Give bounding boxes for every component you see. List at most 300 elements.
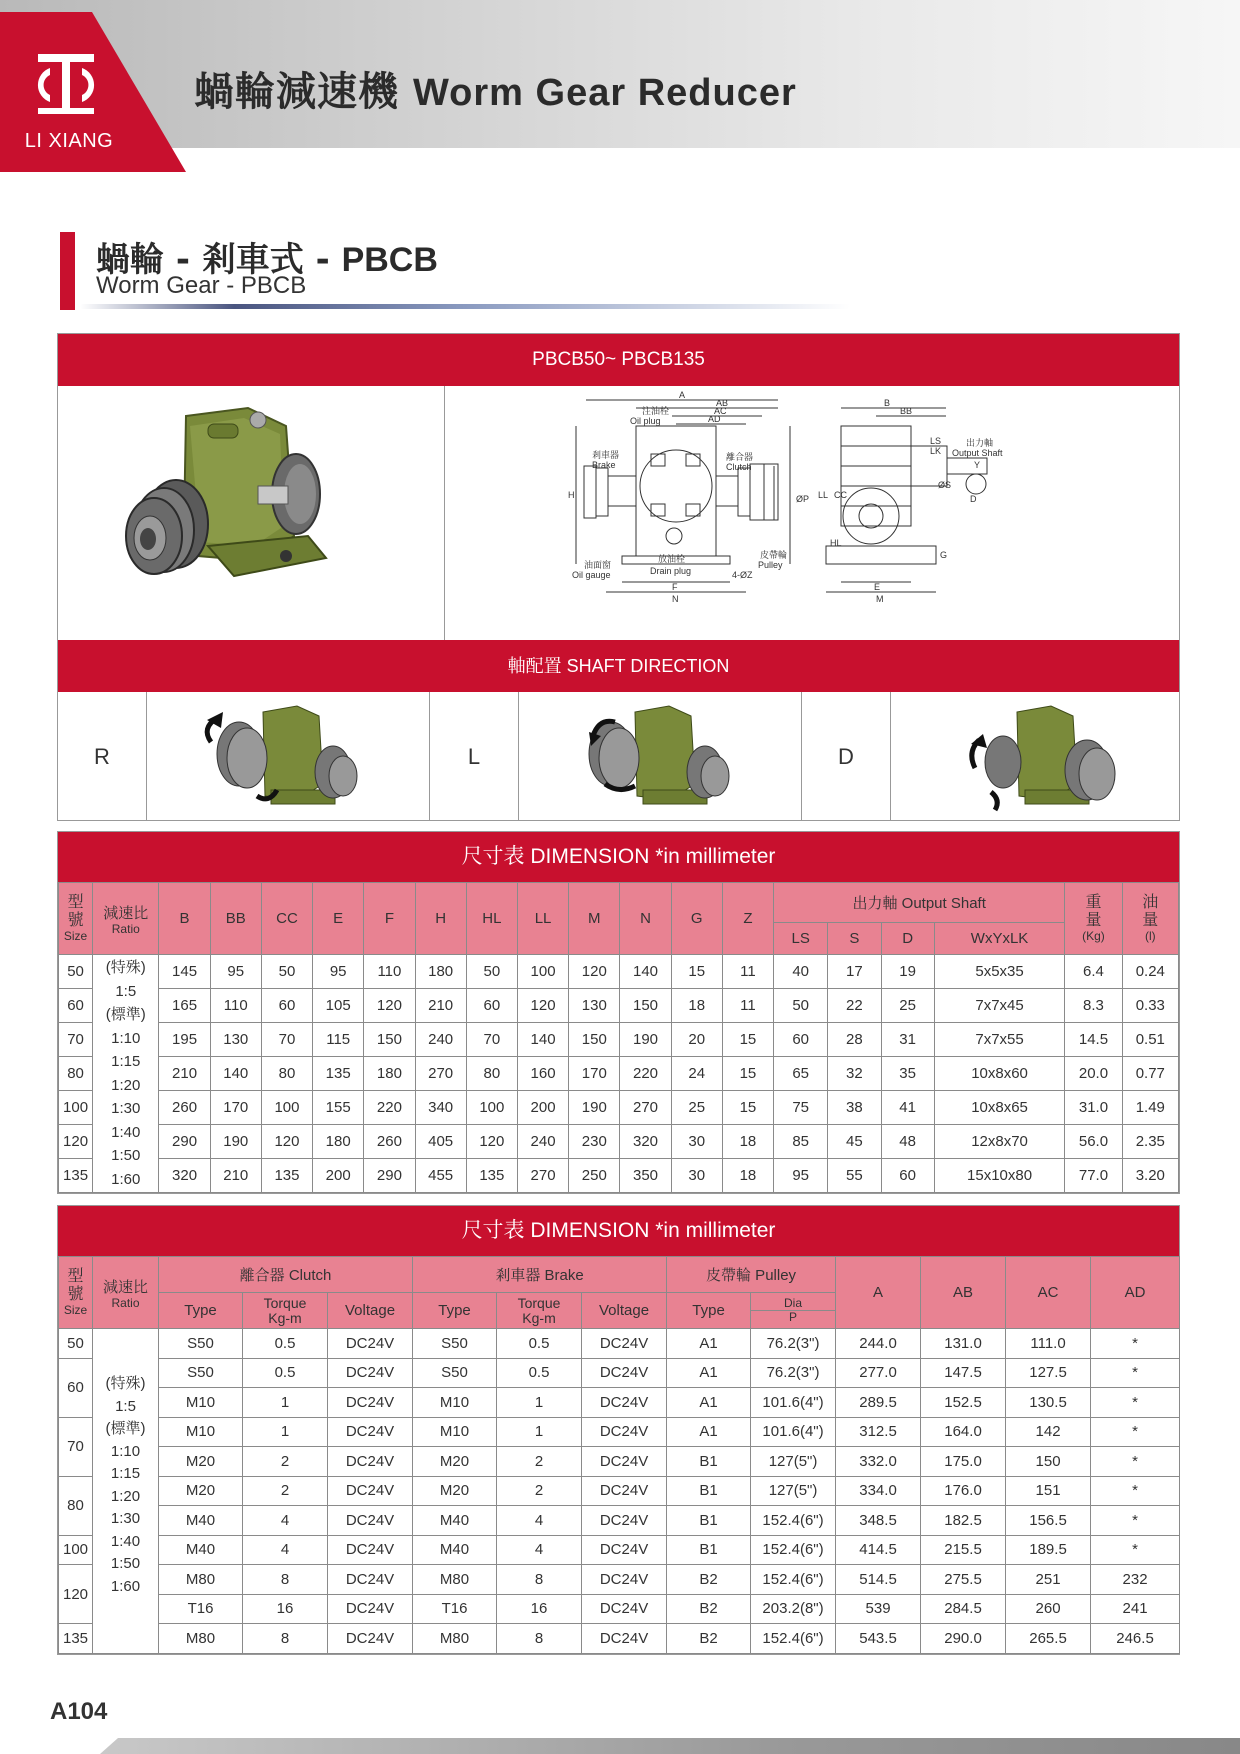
ratio-line: 1:15	[110, 1465, 141, 1482]
section-underline	[80, 304, 850, 309]
table-cell: DC24V	[328, 1565, 413, 1595]
ratio-line: (標準)	[105, 1420, 146, 1437]
table-cell: DC24V	[328, 1476, 413, 1506]
title-en: Worm Gear Reducer	[413, 72, 797, 114]
table-cell: DC24V	[328, 1447, 413, 1477]
pulley-label: Pulley	[758, 560, 783, 570]
table-cell: 2	[243, 1476, 328, 1506]
shaft-dir-L: L	[430, 692, 519, 821]
size-cell: 80	[59, 1476, 93, 1535]
table-cell: 155	[313, 1091, 364, 1125]
dim-HL: HL	[830, 538, 842, 548]
table-cell: 135	[261, 1159, 312, 1193]
t1-weight-header	[1065, 883, 1122, 955]
table-cell: 15x10x80	[934, 1159, 1065, 1193]
table-row	[59, 955, 1179, 989]
table-cell: 11	[722, 989, 773, 1023]
table-cell: 85	[774, 1125, 828, 1159]
t2-clutch-voltage: Voltage	[328, 1293, 413, 1329]
size-cell: 60	[59, 1358, 93, 1417]
table-row	[59, 1023, 1179, 1057]
table-cell: 152.4(6")	[751, 1624, 836, 1654]
t1-oil-zh-2: 量	[1142, 912, 1159, 929]
table-cell: 455	[415, 1159, 466, 1193]
table-cell: 17	[828, 955, 881, 989]
table-cell: 8	[497, 1624, 582, 1654]
table-cell: 8	[243, 1624, 328, 1654]
table-cell: 130	[210, 1023, 261, 1057]
t1-col-S: S	[828, 923, 881, 955]
table-cell: DC24V	[582, 1535, 667, 1565]
dim-AD: AD	[708, 414, 721, 424]
table-cell: 190	[210, 1125, 261, 1159]
table-cell: 277.0	[836, 1358, 921, 1388]
table-row	[59, 1506, 1180, 1536]
table-cell: 4	[243, 1535, 328, 1565]
size-cell: 50	[59, 1329, 93, 1359]
table-cell: 1	[243, 1417, 328, 1447]
size-cell: 100	[59, 1535, 93, 1565]
dim-LL: LL	[818, 490, 829, 500]
table-cell: 2	[497, 1476, 582, 1506]
table-cell: 265.5	[1006, 1624, 1091, 1654]
table-cell: 20.0	[1065, 1057, 1122, 1091]
t1-output-shaft-header: 出力軸 Output Shaft	[774, 883, 1065, 923]
table-cell: 11	[722, 955, 773, 989]
table-cell: 100	[261, 1091, 312, 1125]
table-cell: 100	[466, 1091, 517, 1125]
size-cell: 135	[59, 1159, 93, 1193]
t2-col-AC: AC	[1006, 1257, 1091, 1329]
dim-B: B	[884, 398, 891, 408]
table-cell: 48	[881, 1125, 934, 1159]
size-cell: 50	[59, 955, 93, 989]
dimension-table-1	[57, 831, 1180, 1194]
size-cell: 100	[59, 1091, 93, 1125]
table-cell: 220	[364, 1091, 415, 1125]
dim-H: H	[568, 490, 575, 500]
table-cell: 8	[243, 1565, 328, 1595]
table-cell: DC24V	[582, 1447, 667, 1477]
table-cell: 334.0	[836, 1476, 921, 1506]
t1-col-WxYxLK: WxYxLK	[934, 923, 1065, 955]
table-cell: *	[1091, 1358, 1180, 1388]
t1-col-Z: Z	[722, 883, 773, 955]
table-cell: DC24V	[582, 1624, 667, 1654]
table-cell: 289.5	[836, 1388, 921, 1418]
table-cell: 32	[828, 1057, 881, 1091]
table-cell: 275.5	[921, 1565, 1006, 1595]
t2-pulley-type: Type	[667, 1293, 751, 1329]
table-cell: 0.77	[1122, 1057, 1178, 1091]
table-cell: 0.5	[243, 1358, 328, 1388]
table-cell: 7x7x55	[934, 1023, 1065, 1057]
shaft-dir-D-image	[891, 692, 1179, 821]
t1-col-LL: LL	[517, 883, 568, 955]
table-cell: 25	[671, 1091, 722, 1125]
table-cell: 180	[313, 1125, 364, 1159]
ratio-line: 1:20	[111, 1076, 141, 1094]
table-cell: 80	[261, 1057, 312, 1091]
size-cell: 60	[59, 989, 93, 1023]
table-cell: *	[1091, 1388, 1180, 1418]
table-cell: 164.0	[921, 1417, 1006, 1447]
table-cell: 95	[210, 955, 261, 989]
reducer-photo	[58, 386, 445, 640]
pulley-zh: 皮帶輪	[760, 550, 788, 560]
table-cell: 251	[1006, 1565, 1091, 1595]
table-cell: 3.20	[1122, 1159, 1178, 1193]
table-cell: DC24V	[328, 1594, 413, 1624]
table-cell: S50	[159, 1329, 243, 1359]
table-cell: 135	[466, 1159, 517, 1193]
table-cell: 414.5	[836, 1535, 921, 1565]
table-cell: 28	[828, 1023, 881, 1057]
table-cell: 200	[517, 1091, 568, 1125]
page-number: A104	[50, 1698, 108, 1725]
t2-col-A: A	[836, 1257, 921, 1329]
ratio-line: 1:10	[111, 1029, 141, 1047]
drain-plug-zh: 放油栓	[658, 554, 686, 564]
brake-label: Brake	[592, 460, 616, 470]
size-cell: 120	[59, 1565, 93, 1624]
table-cell: DC24V	[582, 1565, 667, 1595]
table-row	[59, 1417, 1180, 1447]
table-cell: 241	[1091, 1594, 1180, 1624]
table-cell: 240	[415, 1023, 466, 1057]
table-cell: 101.6(4")	[751, 1417, 836, 1447]
t2-brake-voltage: Voltage	[582, 1293, 667, 1329]
table-cell: 284.5	[921, 1594, 1006, 1624]
table-cell: M80	[413, 1565, 497, 1595]
t2-clutch-type: Type	[159, 1293, 243, 1329]
table-cell: 130.5	[1006, 1388, 1091, 1418]
table-cell: 40	[774, 955, 828, 989]
table-cell: 514.5	[836, 1565, 921, 1595]
t1-col-H: H	[415, 883, 466, 955]
dim-F: F	[672, 582, 678, 592]
table-cell: 127.5	[1006, 1358, 1091, 1388]
shaft-dir-R: R	[58, 692, 147, 821]
table-cell: 543.5	[836, 1624, 921, 1654]
table-cell: 2	[497, 1447, 582, 1477]
dim-M: M	[876, 594, 884, 604]
shaft-direction-header: 軸配置 SHAFT DIRECTION	[58, 640, 1179, 692]
table-cell: 270	[620, 1091, 671, 1125]
table-cell: A1	[667, 1358, 751, 1388]
table-cell: 60	[261, 989, 312, 1023]
table-cell: 120	[466, 1125, 517, 1159]
clutch-zh: 離合器	[726, 452, 754, 462]
output-shaft-label: Output Shaft	[952, 448, 1003, 458]
oil-gauge-label: Oil gauge	[572, 570, 611, 580]
table-cell: 190	[620, 1023, 671, 1057]
table-cell: DC24V	[582, 1329, 667, 1359]
table-cell: M10	[159, 1417, 243, 1447]
t1-col-CC: CC	[261, 883, 312, 955]
table-cell: 120	[569, 955, 620, 989]
table-cell: 0.24	[1122, 955, 1178, 989]
t1-oil-header	[1122, 883, 1178, 955]
table-cell: 120	[261, 1125, 312, 1159]
table-cell: 246.5	[1091, 1624, 1180, 1654]
table-cell: 15	[671, 955, 722, 989]
table-cell: 0.33	[1122, 989, 1178, 1023]
dim-Z: 4-ØZ	[732, 570, 753, 580]
table-cell: 60	[466, 989, 517, 1023]
ratio-line: 1:40	[111, 1123, 141, 1141]
table-cell: 101.6(4")	[751, 1388, 836, 1418]
table-cell: 31	[881, 1023, 934, 1057]
t2-brake-torque-2: Kg-m	[522, 1309, 556, 1326]
table-cell: 24	[671, 1057, 722, 1091]
table-cell: 142	[1006, 1417, 1091, 1447]
ratio-line: 1:5	[115, 1397, 136, 1415]
table2-title: 尺寸表 DIMENSION *in millimeter	[58, 1206, 1179, 1256]
table-cell: 190	[569, 1091, 620, 1125]
t1-size-en: Size	[63, 929, 88, 943]
ratio-line: 1:5	[115, 982, 137, 1000]
table-cell: 15	[722, 1023, 773, 1057]
table-cell: 50	[261, 955, 312, 989]
t1-col-B: B	[159, 883, 210, 955]
table-cell: 12x8x70	[934, 1125, 1065, 1159]
brake-zh: 剎車器	[592, 450, 620, 460]
table-cell: 56.0	[1065, 1125, 1122, 1159]
table-cell: 290	[364, 1159, 415, 1193]
shaft-dir-R-image	[147, 692, 430, 821]
t1-ratio-en: Ratio	[111, 921, 140, 936]
t2-pulley-header: 皮帶輪 Pulley	[667, 1257, 836, 1293]
table-cell: 38	[828, 1091, 881, 1125]
table-cell: DC24V	[328, 1535, 413, 1565]
t1-size-zh-2: 號	[67, 912, 84, 929]
table-cell: 348.5	[836, 1506, 921, 1536]
table-cell: 200	[313, 1159, 364, 1193]
t1-ratio-zh: 減速比	[103, 904, 149, 922]
table-cell: 10x8x60	[934, 1057, 1065, 1091]
dim-AC: AC	[714, 406, 727, 416]
size-cell: 70	[59, 1417, 93, 1476]
table-cell: M80	[413, 1624, 497, 1654]
ratio-line: 1:20	[110, 1487, 141, 1505]
dim-dP: ØP	[796, 494, 810, 504]
oil-plug-zh: 注油栓	[642, 406, 670, 416]
table-cell: DC24V	[328, 1329, 413, 1359]
table-cell: 203.2(8")	[751, 1594, 836, 1624]
t1-ratio-header	[93, 883, 159, 955]
ratio-line: (特殊)	[105, 1375, 146, 1392]
table-cell: DC24V	[582, 1417, 667, 1447]
t2-pulley-dia	[751, 1293, 836, 1329]
dim-G: G	[940, 550, 948, 560]
t1-col-LS: LS	[774, 923, 828, 955]
table-cell: 290	[159, 1125, 210, 1159]
dim-Y: Y	[974, 460, 981, 470]
table-cell: 182.5	[921, 1506, 1006, 1536]
table-cell: 320	[620, 1125, 671, 1159]
table-cell: *	[1091, 1506, 1180, 1536]
table-cell: 1.49	[1122, 1091, 1178, 1125]
table-row	[59, 1535, 1180, 1565]
table-cell: 147.5	[921, 1358, 1006, 1388]
dim-BB: BB	[900, 406, 913, 416]
table-cell: *	[1091, 1447, 1180, 1477]
table-cell: DC24V	[328, 1624, 413, 1654]
table1-title: 尺寸表 DIMENSION *in millimeter	[58, 832, 1179, 882]
table-cell: 140	[620, 955, 671, 989]
table-cell: 127(5")	[751, 1476, 836, 1506]
title-zh: 蝸輪減速機	[194, 69, 399, 115]
table-cell: 18	[671, 989, 722, 1023]
table-cell: B1	[667, 1535, 751, 1565]
table-cell: 180	[415, 955, 466, 989]
table-cell: 110	[210, 989, 261, 1023]
table-cell: 150	[620, 989, 671, 1023]
table-cell: 7x7x45	[934, 989, 1065, 1023]
table-cell: *	[1091, 1476, 1180, 1506]
table-cell: 70	[466, 1023, 517, 1057]
table-cell: 0.5	[497, 1329, 582, 1359]
table-cell: S50	[413, 1329, 497, 1359]
table-cell: 230	[569, 1125, 620, 1159]
table-cell: 150	[1006, 1447, 1091, 1477]
table-cell: DC24V	[582, 1476, 667, 1506]
table-cell: 41	[881, 1091, 934, 1125]
shaft-dir-D: D	[802, 692, 891, 821]
table-cell: M40	[159, 1535, 243, 1565]
table-cell: 152.4(6")	[751, 1535, 836, 1565]
table-cell: M40	[413, 1535, 497, 1565]
table-row	[59, 1594, 1180, 1624]
table-cell: 340	[415, 1091, 466, 1125]
table-row	[59, 1091, 1179, 1125]
t1-size-header	[59, 883, 93, 955]
table-cell: 70	[261, 1023, 312, 1057]
table-cell: 80	[466, 1057, 517, 1091]
t1-col-N: N	[620, 883, 671, 955]
table-cell: A1	[667, 1388, 751, 1418]
t2-pulley-dia-2: P	[789, 1310, 798, 1324]
table-cell: M20	[413, 1447, 497, 1477]
table-cell: DC24V	[582, 1358, 667, 1388]
table-cell: 152.4(6")	[751, 1506, 836, 1536]
table-cell: *	[1091, 1329, 1180, 1359]
table-cell: M20	[159, 1447, 243, 1477]
table-cell: B1	[667, 1506, 751, 1536]
table-cell: M80	[159, 1565, 243, 1595]
table-cell: 232	[1091, 1565, 1180, 1595]
dim-LS: LS	[930, 436, 942, 446]
table-cell: 60	[774, 1023, 828, 1057]
table-cell: 4	[497, 1535, 582, 1565]
table-cell: DC24V	[328, 1358, 413, 1388]
t2-pulley-dia-1: Dia	[751, 1297, 835, 1311]
table-cell: 5x5x35	[934, 955, 1065, 989]
table-cell: M20	[413, 1476, 497, 1506]
table-cell: 45	[828, 1125, 881, 1159]
table-cell: M40	[159, 1506, 243, 1536]
table-cell: 1	[497, 1417, 582, 1447]
ratio-line: 1:30	[111, 1100, 141, 1117]
clutch-label: Clutch	[726, 462, 752, 472]
table-cell: 175.0	[921, 1447, 1006, 1477]
table-cell: 320	[159, 1159, 210, 1193]
table-cell: 10x8x65	[934, 1091, 1065, 1125]
dimension-table-2	[57, 1205, 1180, 1655]
footer-band	[100, 1738, 1240, 1754]
table-cell: DC24V	[582, 1388, 667, 1418]
t2-size-zh-1: 型	[67, 1268, 84, 1285]
table-cell: 8	[497, 1565, 582, 1595]
ratio-line: 1:50	[110, 1555, 141, 1572]
section-subtitle: Worm Gear - PBCB	[96, 272, 307, 299]
table-cell: 150	[364, 1023, 415, 1057]
size-cell: 80	[59, 1057, 93, 1091]
table-cell: 405	[415, 1125, 466, 1159]
oil-plug-label: Oil plug	[630, 416, 661, 426]
table-cell: 19	[881, 955, 934, 989]
table-row	[59, 1358, 1180, 1388]
t1-col-F: F	[364, 883, 415, 955]
t2-clutch-torque	[243, 1293, 328, 1329]
table-cell: 150	[569, 1023, 620, 1057]
table-cell: 25	[881, 989, 934, 1023]
table-cell: 332.0	[836, 1447, 921, 1477]
table-cell: 14.5	[1065, 1023, 1122, 1057]
table-cell: 140	[517, 1023, 568, 1057]
table-cell: S50	[159, 1358, 243, 1388]
ratio-line: 1:30	[110, 1510, 141, 1527]
dim-D: D	[970, 494, 977, 504]
ratio-line: 1:60	[111, 1170, 141, 1188]
t2-ratio-zh: 減速比	[102, 1278, 148, 1296]
shaft-direction-row	[58, 692, 1179, 821]
table-cell: 180	[364, 1057, 415, 1091]
t1-weight-zh-1: 重	[1085, 894, 1102, 911]
table-cell: 50	[774, 989, 828, 1023]
table-cell: M10	[159, 1388, 243, 1418]
t2-size-zh-2: 號	[67, 1286, 84, 1303]
table-cell: S50	[413, 1358, 497, 1388]
table-cell: A1	[667, 1417, 751, 1447]
t1-col-HL: HL	[466, 883, 517, 955]
section-title-model: PBCB	[341, 241, 438, 279]
table-cell: 18	[722, 1125, 773, 1159]
section-accent-bar	[60, 232, 75, 310]
t1-weight-unit: (Kg)	[1082, 929, 1105, 943]
t1-col-G: G	[671, 883, 722, 955]
table-cell: 120	[517, 989, 568, 1023]
shaft-dir-L-image	[519, 692, 802, 821]
table-cell: M20	[159, 1476, 243, 1506]
table-cell: 31.0	[1065, 1091, 1122, 1125]
table-cell: 120	[364, 989, 415, 1023]
table-cell: B1	[667, 1447, 751, 1477]
table-cell: 176.0	[921, 1476, 1006, 1506]
table-cell: 151	[1006, 1476, 1091, 1506]
table-cell: 210	[415, 989, 466, 1023]
table-cell: 260	[159, 1091, 210, 1125]
t1-col-BB: BB	[210, 883, 261, 955]
brand-logo	[0, 12, 186, 172]
table-cell: T16	[159, 1594, 243, 1624]
t2-clutch-torque-1: Torque	[263, 1294, 307, 1311]
table-cell: DC24V	[328, 1506, 413, 1536]
table-cell: 260	[1006, 1594, 1091, 1624]
table-cell: 140	[210, 1057, 261, 1091]
table-cell: 170	[569, 1057, 620, 1091]
